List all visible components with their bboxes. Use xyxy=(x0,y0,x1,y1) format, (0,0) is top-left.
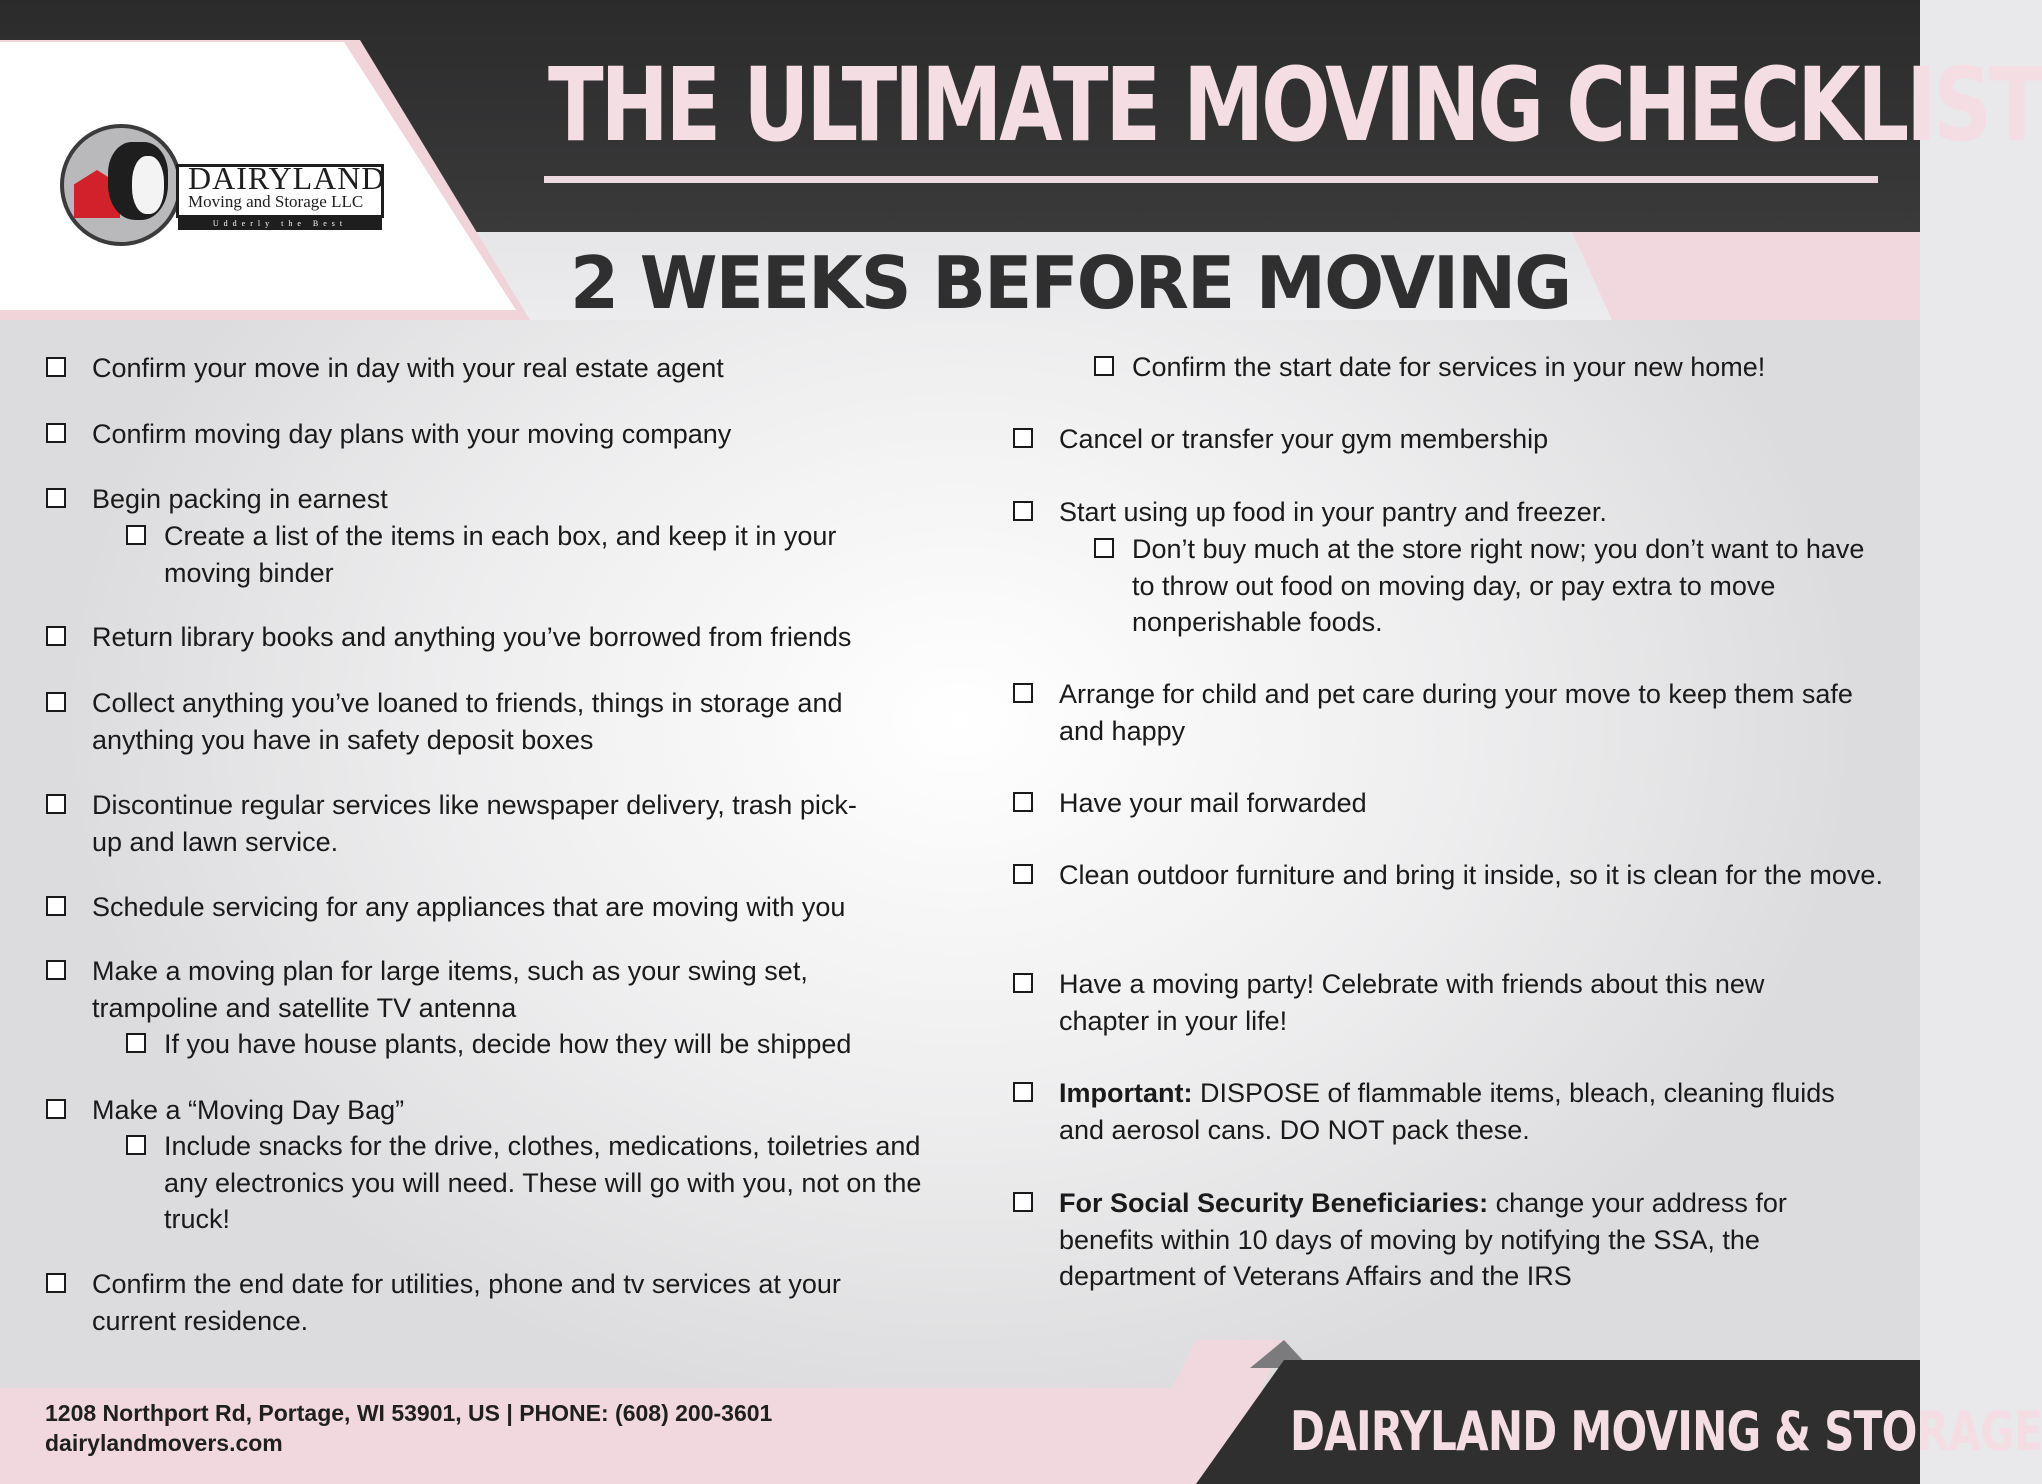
company-logo xyxy=(60,120,390,250)
checklist-item-label: Important: xyxy=(1059,1078,1193,1108)
checkbox[interactable] xyxy=(1013,792,1033,812)
checkbox[interactable] xyxy=(46,960,66,980)
checklist-item-text: Begin packing in earnest xyxy=(92,484,388,514)
page-title: THE ULTIMATE MOVING CHECKLIST xyxy=(548,46,2042,165)
checklist-item-text: Confirm the start date for services in your new home! xyxy=(1132,352,1766,382)
checklist-item-label: For Social Security Beneficiaries: xyxy=(1059,1188,1489,1218)
checkbox[interactable] xyxy=(46,626,66,646)
checklist-item xyxy=(92,619,932,656)
checklist-item xyxy=(1059,494,1889,531)
logo-tagline: Udderly the Best xyxy=(178,218,382,230)
section-title: 2 WEEKS BEFORE MOVING xyxy=(570,241,1571,325)
checklist-item-text: Have a moving party! Celebrate with friends about this new chapter in your life! xyxy=(1059,969,1765,1036)
checklist-item-text: Make a “Moving Day Bag” xyxy=(92,1095,405,1125)
checkbox[interactable] xyxy=(1094,356,1114,376)
checklist-item-text: DISPOSE of flammable items, bleach, cleaning fluids and aerosol cans. DO NOT pack these. xyxy=(1059,1078,1835,1145)
checklist-item-text: Clean outdoor furniture and bring it inside, so it is clean for the move. xyxy=(1059,860,1883,890)
checklist-subitem xyxy=(1132,349,1892,386)
checklist-item-text: Arrange for child and pet care during your move to keep them safe and happy xyxy=(1059,679,1853,746)
checkbox[interactable] xyxy=(46,896,66,916)
checklist-item-text: Include snacks for the drive, clothes, medications, toiletries and any electronics you will need. These will go with you, not on the truck! xyxy=(164,1131,922,1234)
checklist-item xyxy=(1059,785,1889,822)
checkbox[interactable] xyxy=(46,488,66,508)
checklist-subitem xyxy=(1132,531,1872,641)
checklist-item xyxy=(1059,421,1889,458)
checkbox[interactable] xyxy=(46,423,66,443)
footer-address: 1208 Northport Rd, Portage, WI 53901, US | PHONE: (608) 200-3601 xyxy=(45,1400,773,1426)
checklist-item-text: Confirm your move in day with your real estate agent xyxy=(92,353,724,383)
checklist-subitem xyxy=(164,1026,944,1063)
checkbox[interactable] xyxy=(46,692,66,712)
cow-face-icon xyxy=(132,156,164,214)
checklist-item-text: Discontinue regular services like newspaper delivery, trash pick-up and lawn service. xyxy=(92,790,857,857)
checklist-item xyxy=(92,889,932,926)
checklist-item xyxy=(92,350,792,387)
checklist-item xyxy=(92,1092,892,1129)
checklist-item xyxy=(1059,966,1859,1039)
checklist-item xyxy=(92,787,882,860)
header-divider xyxy=(544,176,1878,183)
checklist-item-text: Make a moving plan for large items, such as your swing set, trampoline and satellite TV antenna xyxy=(92,956,808,1023)
checklist-item-text: Return library books and anything you’ve borrowed from friends xyxy=(92,622,852,652)
checklist-item-text: Schedule servicing for any appliances that are moving with you xyxy=(92,892,846,922)
logo-subtitle: Moving and Storage LLC xyxy=(188,192,364,211)
checklist-item-text: Confirm the end date for utilities, phone and tv services at your current residence. xyxy=(92,1269,841,1336)
checklist-item xyxy=(1059,857,1904,894)
checkbox[interactable] xyxy=(1013,864,1033,884)
checklist-item xyxy=(1059,676,1904,749)
subtitle-accent xyxy=(1572,232,1920,320)
checklist-item-text: Don’t buy much at the store right now; you don’t want to have to throw out food on moving day, or pay extra to move nonperishable foods. xyxy=(1132,534,1865,637)
checklist-item xyxy=(92,1266,912,1339)
logo-emblem xyxy=(60,124,182,246)
logo-name: DAIRYLAND xyxy=(188,160,386,196)
checkbox[interactable] xyxy=(1013,973,1033,993)
checklist-item xyxy=(1059,1185,1869,1295)
checkbox[interactable] xyxy=(1013,683,1033,703)
checkbox[interactable] xyxy=(1013,428,1033,448)
checkbox[interactable] xyxy=(126,1135,146,1155)
footer-brand: DAIRYLAND MOVING & STORAGE xyxy=(1290,1400,2042,1463)
checkbox[interactable] xyxy=(46,357,66,377)
checkbox[interactable] xyxy=(1013,501,1033,521)
checklist-item xyxy=(92,416,792,453)
checklist-item xyxy=(92,685,932,758)
checklist-item-text: Confirm moving day plans with your moving company xyxy=(92,419,732,449)
checklist-item-text: change your address for benefits within 10 days of moving by notifying the SSA, the department of Veterans Affairs and the IRS xyxy=(1059,1188,1787,1291)
checklist-item-text: If you have house plants, decide how they will be shipped xyxy=(164,1029,852,1059)
checkbox[interactable] xyxy=(1094,538,1114,558)
checklist-item xyxy=(92,953,892,1026)
checkbox[interactable] xyxy=(1013,1192,1033,1212)
checklist-item-text: Start using up food in your pantry and freezer. xyxy=(1059,497,1607,527)
checklist-item-text: Have your mail forwarded xyxy=(1059,788,1367,818)
checklist-item xyxy=(1059,1075,1859,1148)
checklist-subitem xyxy=(164,518,914,591)
checklist-item-text: Collect anything you’ve loaned to friends, things in storage and anything you have in safety deposit boxes xyxy=(92,688,843,755)
checkbox[interactable] xyxy=(1013,1082,1033,1102)
checkbox[interactable] xyxy=(126,1033,146,1053)
checkbox[interactable] xyxy=(46,1273,66,1293)
checklist-item-text: Cancel or transfer your gym membership xyxy=(1059,424,1549,454)
checkbox[interactable] xyxy=(46,794,66,814)
checklist-subitem xyxy=(164,1128,964,1238)
footer-website: dairylandmovers.com xyxy=(45,1430,283,1456)
checklist-item-text: Create a list of the items in each box, and keep it in your moving binder xyxy=(164,521,837,588)
checklist-item xyxy=(92,481,792,518)
checkbox[interactable] xyxy=(126,525,146,545)
checkbox[interactable] xyxy=(46,1099,66,1119)
